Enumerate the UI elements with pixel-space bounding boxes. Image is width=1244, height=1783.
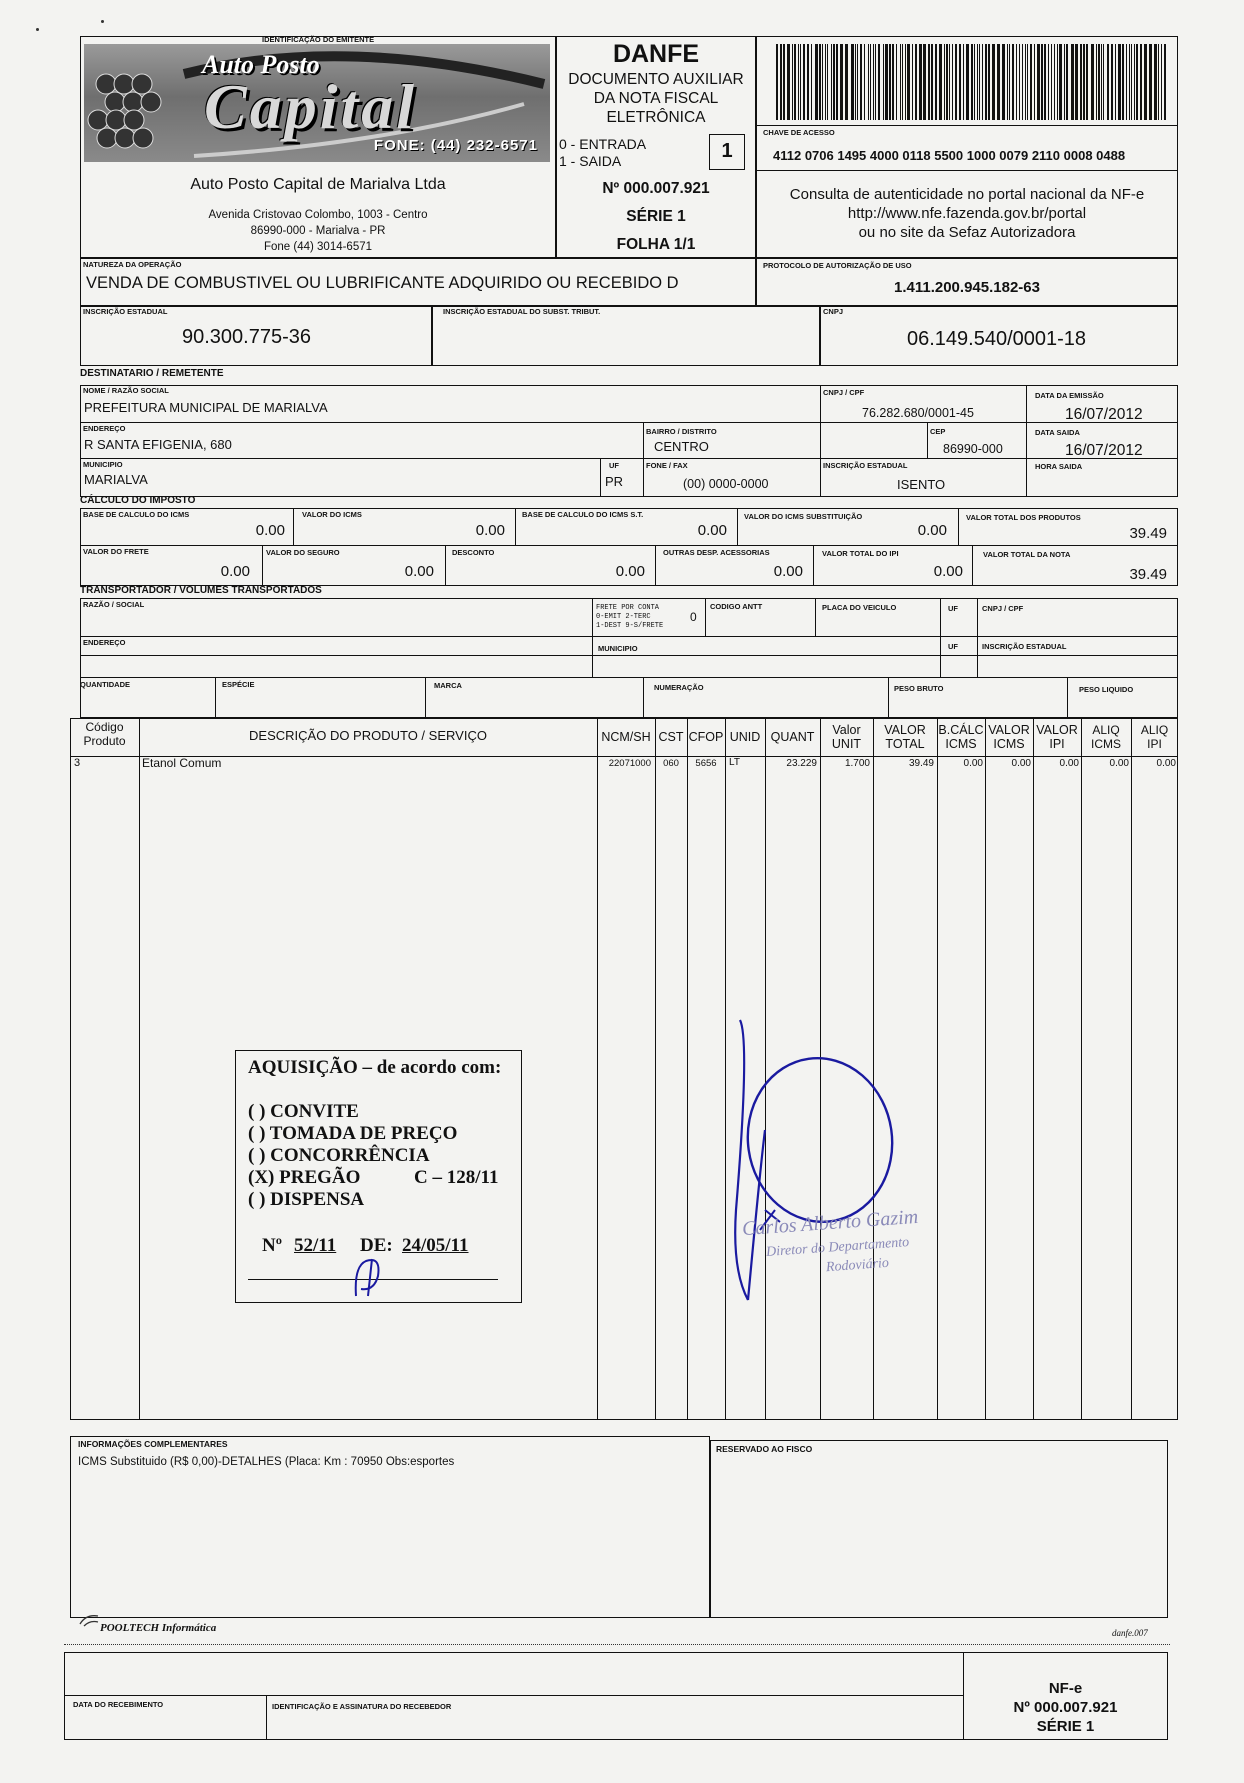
trans-placa-label: PLACA DO VEICULO [822, 603, 897, 612]
barcode-bar [851, 44, 854, 120]
aquisicao-stamp [235, 1050, 522, 1303]
danfe-serie: SÉRIE 1 [626, 208, 686, 225]
dest-uf-label: UF [609, 461, 619, 470]
barcode-bar [952, 44, 953, 120]
logo-text-autoposto: Auto Posto [202, 50, 320, 79]
barcode-bar [1122, 44, 1124, 120]
barcode-bar [1066, 44, 1068, 120]
ie-st-label: INSCRIÇÃO ESTADUAL DO SUBST. TRIBUT. [443, 307, 601, 316]
table-row [70, 756, 1178, 772]
cell-unid: LT [729, 757, 740, 768]
stamp-title: AQUISIÇÃO – de acordo com: [248, 1057, 502, 1078]
barcode-bar [822, 44, 823, 120]
barcode-bar [827, 44, 828, 120]
base-icms: 0.00 [255, 522, 285, 539]
trans-peso-liquido-label: PESO LIQUIDO [1079, 685, 1134, 694]
barcode-bar [1064, 44, 1065, 120]
cell-cst: 060 [663, 758, 679, 769]
danfe-entrada: 0 - ENTRADA [559, 136, 647, 152]
trans-frete-line1: FRETE POR CONTA [596, 604, 660, 612]
dest-uf: PR [605, 474, 624, 489]
dest-bairro: CENTRO [654, 439, 709, 454]
stamp-pregao-ref: C – 128/11 [414, 1167, 499, 1188]
dest-fone: (00) 0000-0000 [683, 477, 769, 491]
danfe-line1: DOCUMENTO AUXILIAR [568, 71, 744, 88]
barcode-bar [905, 44, 906, 120]
col-descricao-header: DESCRIÇÃO DO PRODUTO / SERVIÇO [249, 728, 487, 743]
stamp-numero: 52/11 [294, 1235, 337, 1256]
barcode-bar [982, 44, 983, 120]
barcode-bar [825, 44, 826, 120]
barcode-bar [860, 44, 862, 120]
barcode-bar [1019, 44, 1020, 120]
barcode-bar [807, 44, 809, 120]
trans-antt-label: CODIGO ANTT [710, 602, 763, 611]
desconto-label: DESCONTO [452, 548, 495, 557]
emitente-address: Avenida Cristovao Colombo, 1003 - Centro [208, 209, 428, 221]
barcode-bar [1115, 44, 1116, 120]
barcode-bar [1080, 44, 1082, 120]
dest-emissao: 16/07/2012 [1065, 406, 1143, 423]
canhoto-ident-label: IDENTIFICAÇÃO E ASSINATURA DO RECEBEDOR [272, 1702, 452, 1711]
barcode-bar [919, 44, 922, 120]
stamp-data: 24/05/11 [402, 1235, 469, 1256]
barcode-bar [949, 44, 950, 120]
desconto: 0.00 [615, 563, 645, 580]
barcode-bar [1154, 44, 1157, 120]
natureza-label: NATUREZA DA OPERAÇÃO [83, 260, 182, 269]
barcode-bar [931, 44, 933, 120]
barcode-bar [1107, 44, 1109, 120]
barcode-bar [1075, 44, 1078, 120]
scan-speck [36, 28, 39, 31]
barcode-bar [985, 44, 987, 120]
danfe-line2: DA NOTA FISCAL [593, 90, 719, 107]
barcode-bar [855, 44, 856, 120]
barcode-bar [955, 44, 957, 120]
dest-nome: PREFEITURA MUNICIPAL DE MARIALVA [84, 400, 328, 415]
base-st: 0.00 [697, 522, 727, 539]
consulta-line3: ou no site da Sefaz Autorizadora [858, 224, 1076, 241]
ipi: 0.00 [933, 563, 963, 580]
logo-phone: FONE: (44) 232-6571 [373, 137, 538, 154]
col-aipi-header: ALIQ IPI [1140, 723, 1169, 751]
canhoto-numero: Nº 000.007.921 [1013, 1699, 1118, 1716]
barcode-bar [840, 44, 843, 120]
total-nota-label: VALOR TOTAL DA NOTA [983, 550, 1071, 559]
cell-vunit: 1.700 [844, 758, 870, 769]
protocolo-value: 1.411.200.945.182-63 [894, 279, 1040, 296]
barcode-bar [836, 44, 838, 120]
dest-saida-label: DATA SAIDA [1035, 428, 1080, 437]
barcode-bar [988, 44, 990, 120]
dest-municipio-label: MUNICIPIO [83, 460, 123, 469]
barcode-bar [946, 44, 948, 120]
cell-codigo: 3 [74, 757, 81, 769]
total-nota: 39.49 [1129, 566, 1167, 583]
trans-endereco-label: ENDEREÇO [83, 638, 126, 647]
outras: 0.00 [773, 563, 803, 580]
barcode-bar [787, 44, 790, 120]
barcode-bar [776, 44, 778, 120]
barcode-bar [1136, 44, 1138, 120]
barcode-bar [1161, 44, 1162, 120]
consulta-line2: http://www.nfe.fazenda.gov.br/portal [847, 205, 1087, 222]
barcode-bar [1111, 44, 1113, 120]
barcode-bar [971, 44, 973, 120]
ie-value: 90.300.775-36 [182, 326, 312, 348]
barcode-bar [1091, 44, 1094, 120]
dest-municipio: MARIALVA [84, 472, 148, 487]
dest-ie: ISENTO [897, 477, 946, 492]
cell-bcalc: 0.00 [963, 758, 983, 769]
stamp-opt-tomada: ( ) TOMADA DE PREÇO [248, 1123, 458, 1144]
barcode-bar [831, 44, 832, 120]
barcode-bar [1054, 44, 1055, 120]
col-vunit-header: Valor UNIT [831, 723, 862, 751]
barcode-bar [875, 44, 876, 120]
barcode-bar [1051, 44, 1052, 120]
cell-vtotal: 39.49 [908, 758, 934, 769]
dest-saida: 16/07/2012 [1065, 442, 1143, 459]
barcode-bar [944, 44, 945, 120]
barcode-bar [873, 44, 874, 120]
valor-st: 0.00 [917, 522, 947, 539]
trans-uf-label: UF [948, 604, 958, 613]
barcode-bar [992, 44, 995, 120]
stamp-opt-dispensa: ( ) DISPENSA [248, 1189, 365, 1210]
barcode-bar [963, 44, 964, 120]
barcode-bar [1086, 44, 1088, 120]
dest-endereco: R SANTA EFIGENIA, 680 [84, 437, 232, 452]
barcode-bar [1134, 44, 1135, 120]
dest-emissao-label: DATA DA EMISSÃO [1035, 391, 1104, 400]
base-st-label: BASE DE CALCULO DO ICMS S.T. [522, 510, 644, 519]
dest-cnpj-label: CNPJ / CPF [823, 388, 865, 397]
trans-ie-label: INSCRIÇÃO ESTADUAL [982, 642, 1067, 651]
barcode-bar [1096, 44, 1097, 120]
cell-aicms: 0.00 [1109, 758, 1129, 769]
barcode-bar [1131, 44, 1132, 120]
barcode-bar [979, 44, 980, 120]
barcode-bar [892, 44, 894, 120]
trans-frete-line2: 0-EMIT 2-TERC [596, 613, 651, 621]
stamp-opt-convite: ( ) CONVITE [248, 1101, 359, 1122]
barcode-bar [907, 44, 910, 120]
barcode-bar [1164, 44, 1166, 120]
barcode-bar [896, 44, 897, 120]
barcode-bar [1071, 44, 1074, 120]
trans-razao-label: RAZÃO / SOCIAL [83, 600, 145, 609]
barcode-bar [1149, 44, 1152, 120]
dest-cep-label: CEP [930, 427, 946, 436]
stamp-opt-pregao: (X) PREGÃO [248, 1167, 361, 1188]
barcode-bar [1012, 44, 1014, 120]
company-logo [84, 44, 550, 162]
barcode-bar [815, 44, 818, 120]
consulta-line1: Consulta de autenticidade no portal nacional da NF-e [789, 186, 1145, 203]
natureza-value: VENDA DE COMBUSTIVEL OU LUBRIFICANTE ADQUIRIDO OU RECEBIDO D [86, 274, 679, 292]
trans-cnpj-label: CNPJ / CPF [982, 604, 1024, 613]
danfe-saida: 1 - SAIDA [559, 153, 622, 169]
cell-ncm: 22071000 [608, 758, 651, 769]
barcode-bar [857, 44, 858, 120]
destinatario-section-label: DESTINATARIO / REMETENTE [80, 368, 224, 379]
col-cfop-header: CFOP [688, 730, 724, 744]
trans-frete-value: 0 [690, 610, 697, 624]
barcode-bar [1129, 44, 1130, 120]
emitente-phone: Fone (44) 3014-6571 [263, 241, 373, 253]
scan-speck [101, 20, 104, 23]
emitente-name: Auto Posto Capital de Marialva Ltda [190, 176, 446, 193]
valor-icms: 0.00 [475, 522, 505, 539]
outras-label: OUTRAS DESP. ACESSORIAS [663, 548, 770, 557]
barcode-bar [966, 44, 969, 120]
barcode-bar [845, 44, 848, 120]
barcode-bar [798, 44, 799, 120]
barcode-bar [928, 44, 930, 120]
barcode-bar [1030, 44, 1032, 120]
barcode-bar [870, 44, 871, 120]
frete-label: VALOR DO FRETE [83, 547, 149, 556]
barcode-bar [959, 44, 961, 120]
barcode-bar [923, 44, 926, 120]
barcode-bar [1037, 44, 1040, 120]
barcode-bar [1009, 44, 1010, 120]
col-quant-header: QUANT [770, 730, 815, 744]
logo-text-capital: Capital [204, 71, 418, 142]
barcode-bar [1144, 44, 1147, 120]
trans-uf2-label: UF [948, 642, 958, 651]
fisco-box [710, 1440, 1168, 1618]
barcode-bar [794, 44, 796, 120]
fisco-label: RESERVADO AO FISCO [716, 1444, 813, 1454]
total-produtos-label: VALOR TOTAL DOS PRODUTOS [966, 513, 1081, 522]
barcode-bar [912, 44, 913, 120]
barcode-bar [1048, 44, 1049, 120]
col-vipi-header: VALOR IPI [1036, 723, 1078, 751]
signature-title1: Diretor do Departamento [765, 1235, 910, 1260]
dest-bairro-label: BAIRRO / DISTRITO [646, 427, 717, 436]
cell-vicms: 0.00 [1011, 758, 1031, 769]
canhoto-data-label: DATA DO RECEBIMENTO [73, 1700, 164, 1709]
danfe-tipo-box: 1 [709, 134, 745, 170]
cell-vipi: 0.00 [1059, 758, 1079, 769]
barcode-bar [1057, 44, 1058, 120]
pooltech-logo-icon [78, 1612, 100, 1628]
barcode-bar [915, 44, 917, 120]
col-cst-header: CST [658, 730, 684, 744]
barcode-bar [902, 44, 903, 120]
barcode-bar [1126, 44, 1127, 120]
barcode-bar [1118, 44, 1121, 120]
seguro-label: VALOR DO SEGURO [266, 548, 340, 557]
barcode-bar [1140, 44, 1142, 120]
barcode-bar [1016, 44, 1017, 120]
dest-endereco-label: ENDEREÇO [83, 424, 126, 433]
barcode-bar [1158, 44, 1159, 120]
cell-descricao: Etanol Comum [142, 756, 222, 770]
barcode-bar [1002, 44, 1005, 120]
barcode-bar [1103, 44, 1104, 120]
barcode-bar [811, 44, 812, 120]
total-produtos: 39.49 [1129, 525, 1167, 542]
danfe-code: danfe.007 [1112, 1628, 1148, 1638]
trans-quantidade-label: QUANTIDADE [80, 680, 130, 689]
col-bcalc-header: B.CÁLC ICMS [938, 723, 984, 751]
protocolo-label: PROTOCOLO DE AUTORIZAÇÃO DE USO [763, 261, 912, 270]
stamp-numero-prefix: Nº [262, 1235, 282, 1256]
col-vicms-header: VALOR ICMS [988, 723, 1030, 751]
dest-hora-label: HORA SAIDA [1035, 462, 1083, 471]
ie-label: INSCRIÇÃO ESTADUAL [83, 307, 168, 316]
dest-nome-label: NOME / RAZÃO SOCIAL [83, 386, 169, 395]
barcode-bar [878, 44, 880, 120]
barcode-bar [1025, 44, 1026, 120]
valor-st-label: VALOR DO ICMS SUBSTITUIÇÃO [744, 512, 863, 521]
cell-aipi: 0.00 [1156, 758, 1176, 769]
trans-marca-label: MARCA [434, 681, 462, 690]
seguro: 0.00 [404, 563, 434, 580]
canhoto-nfe: NF-e [1048, 1680, 1083, 1697]
barcode-bar [977, 44, 978, 120]
trans-numeracao-label: NUMERAÇÃO [654, 683, 704, 692]
cnpj-value: 06.149.540/0001-18 [907, 328, 1087, 350]
trans-especie-label: ESPÉCIE [222, 680, 255, 689]
ipi-label: VALOR TOTAL DO IPI [822, 549, 899, 558]
col-codigo-header: Código Produto [83, 720, 126, 748]
stamp-initials-icon [336, 1251, 406, 1301]
col-aicms-header: ALIQ ICMS [1091, 723, 1121, 751]
barcode-bar [900, 44, 901, 120]
valor-icms-label: VALOR DO ICMS [302, 510, 362, 519]
dest-cnpj: 76.282.680/0001-45 [862, 406, 974, 420]
danfe-line3: ELETRÔNICA [606, 109, 706, 126]
signature-title2: Rodoviário [825, 1255, 890, 1276]
barcode-bar [1101, 44, 1102, 120]
barcode-bar [885, 44, 888, 120]
transportador-section-label: TRANSPORTADOR / VOLUMES TRANSPORTADOS [80, 585, 322, 596]
trans-frete-line3: 1-DEST 9-S/FRETE [596, 622, 664, 630]
barcode-bar [783, 44, 785, 120]
cell-quant: 23.229 [786, 758, 817, 769]
barcode-bar [1007, 44, 1008, 120]
stamp-opt-concorrencia: ( ) CONCORRÊNCIA [248, 1145, 430, 1166]
barcode-bar [833, 44, 835, 120]
barcode-bar [889, 44, 891, 120]
barcode-bar [935, 44, 937, 120]
dest-ie-label: INSCRIÇÃO ESTADUAL [823, 461, 908, 470]
chave-value: 4112 0706 1495 4000 0118 5500 1000 0079 2110 0008 0488 [773, 148, 1126, 163]
danfe-title: DANFE [612, 40, 700, 68]
pooltech-text: POOLTECH Informática [100, 1622, 217, 1634]
barcode-bar [1027, 44, 1028, 120]
emitente-section-label: IDENTIFICAÇÃO DO EMITENTE [262, 35, 375, 44]
col-unid-header: UNID [729, 730, 761, 744]
barcode-bar [1083, 44, 1085, 120]
complementares-value: ICMS Substituido (R$ 0,00)-DETALHES (Placa: Km : 70950 Obs:esportes [78, 1456, 455, 1468]
col-ncm-header: NCM/SH [601, 730, 651, 744]
barcode-bar [792, 44, 793, 120]
trans-peso-bruto-label: PESO BRUTO [894, 684, 944, 693]
emitente-city: 86990-000 - Marialva - PR [250, 225, 386, 237]
barcode-bar [1034, 44, 1035, 120]
barcode-bar [1059, 44, 1062, 120]
danfe-numero: Nº 000.007.921 [602, 180, 710, 197]
barcode-bar [803, 44, 805, 120]
chave-label: CHAVE DE ACESSO [763, 128, 835, 137]
barcode-bar [800, 44, 801, 120]
base-icms-label: BASE DE CALCULO DO ICMS [83, 510, 190, 519]
cell-cfop: 5656 [695, 758, 717, 769]
barcode-bar [997, 44, 1000, 120]
barcode-bar [883, 44, 884, 120]
cnpj-label: CNPJ [823, 307, 844, 316]
barcode-bar [974, 44, 975, 120]
canhoto-serie: SÉRIE 1 [1036, 1718, 1095, 1735]
barcode-bar [1044, 44, 1046, 120]
barcode-bar [819, 44, 821, 120]
barcode-bar [1041, 44, 1043, 120]
complementares-label: INFORMAÇÕES COMPLEMENTARES [78, 1439, 228, 1449]
dest-fone-label: FONE / FAX [646, 461, 688, 470]
barcode-bar [864, 44, 865, 120]
frete: 0.00 [220, 563, 250, 580]
signature-name: Carlos Alberto Gazim [741, 1205, 919, 1241]
col-vtotal-header: VALOR TOTAL [884, 723, 926, 751]
barcode [776, 44, 1166, 120]
cut-line [64, 1644, 1170, 1645]
barcode-bar [1098, 44, 1100, 120]
barcode-bar [1022, 44, 1023, 120]
barcode-bar [868, 44, 869, 120]
stamp-data-prefix: DE: [360, 1235, 393, 1256]
imposto-section-label: CÁLCULO DO IMPOSTO [80, 495, 196, 506]
trans-municipio-label: MUNICIPIO [598, 644, 638, 653]
barcode-bar [780, 44, 782, 120]
dest-cep: 86990-000 [943, 442, 1003, 456]
barcode-bar [939, 44, 942, 120]
danfe-folha: FOLHA 1/1 [616, 236, 696, 253]
